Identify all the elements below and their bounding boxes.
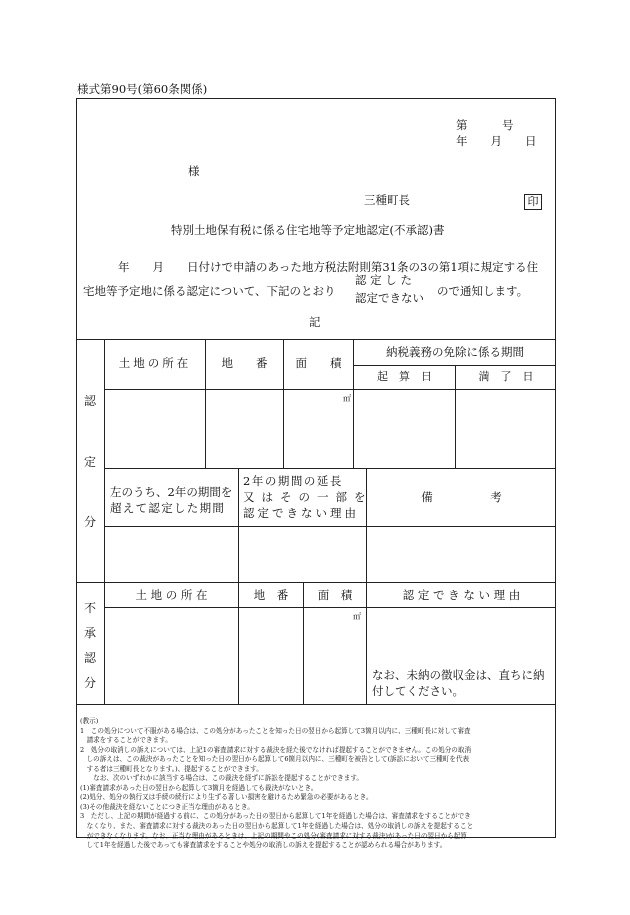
- rejected-side-label-3: 認: [84, 651, 97, 665]
- rejected-col-location: 土 地 の 所 在: [135, 588, 208, 602]
- approved-side-label-2: 定: [84, 455, 97, 469]
- body-line-2-pre: 宅地等予定地に係る認定について、下記のとおり: [83, 284, 336, 298]
- document-title: 特別土地保有税に係る住宅地等予定地認定(不承認)書: [171, 223, 445, 237]
- instruction-line: (2)処分、処分の執行又は手続の続行により生ずる著しい損害を避けるため緊急の必要があるとき。: [80, 793, 373, 802]
- line-section-divider: [76, 582, 556, 583]
- body-line-2-post: ので通知します。: [437, 284, 529, 298]
- col-header-area: 面 積: [295, 356, 342, 370]
- line-side-col: [104, 339, 105, 704]
- sub-header-reason-line-2: 又はその一部を: [243, 490, 373, 504]
- col-header-start: 起 算 日: [377, 370, 432, 383]
- rejected-col-reason: 認 定 で き な い 理 由: [402, 588, 521, 602]
- col-header-exempt-period: 納税義務の免除に係る期間: [386, 345, 524, 359]
- sub-header-partial-line-2: 超えて認定した期間: [110, 501, 226, 515]
- instruction-line: 請求をすることができます。: [80, 736, 172, 745]
- instruction-line: ができなくなります。なお、正当な理由があるときは、上記の期間やこの処分(審査請求に対する裁決)があった日の翌日から起算: [80, 831, 467, 840]
- line-approved-sub-header-bottom: [104, 526, 556, 527]
- approved-area-unit: ㎡: [343, 394, 351, 403]
- rejected-side-label-2: 承: [84, 626, 97, 640]
- instruction-line: (3)その他裁決を経ないことにつき正当な理由があるとき。: [80, 802, 254, 811]
- choice-approved: 認 定 し た: [355, 273, 412, 287]
- sub-header-reason-line-3: 認定できない理由: [243, 506, 359, 520]
- form-id: 様式第90号(第60条関係): [77, 82, 208, 96]
- unpaid-note-line-2: 付してください。: [372, 684, 464, 698]
- instruction-line: して1年を経過した後であっても審査請求をすることや処分の取消しの訴えを提起することが認められる場合があります。: [80, 841, 447, 850]
- seal-stamp: 印: [524, 194, 542, 210]
- number-line: 第 号: [456, 118, 514, 132]
- line-approved-sub-col-1: [238, 468, 239, 582]
- rejected-col-area: 面 積: [317, 588, 353, 602]
- col-header-lot: 地 番: [221, 356, 268, 370]
- instruction-line: 2 処分の取消しの訴えについては、上記1の審査請求に対する裁決を経た後でなければ提起することができません。この処分の取消: [80, 745, 472, 754]
- instruction-line: なお、次のいずれかに該当する場合は、この裁決を経ずに訴訟を提起することができます。: [80, 774, 364, 783]
- ki-label: 記: [309, 315, 321, 329]
- addressee-suffix: 様: [188, 164, 200, 178]
- unpaid-note-line-1: なお、未納の徴収金は、直ちに納: [372, 668, 545, 682]
- line-table-top: [76, 339, 556, 340]
- line-approved-header-bottom: [104, 389, 556, 390]
- instruction-line: しの訴えは、この裁決があったことを知った日の翌日から起算して6箇月以内に、三種町を被告として(訴訟において三種町を代表: [80, 755, 470, 764]
- instruction-line: なくなり、また、審査請求に対する裁決のあった日の翌日から起算して1年を経過した場合は、処分の取消しの訴えを提起すること: [80, 822, 474, 831]
- sub-header-partial-line-1: 左のうち、2年の期間を: [110, 485, 233, 499]
- line-approved-sub-col-2: [366, 468, 367, 582]
- instruction-line: 1 この処分について不服がある場合は、この処分があったことを知った日の翌日から起算して3箇月以内に、三種町長に対して審査: [80, 726, 471, 735]
- choice-rejected: 認定できない: [355, 291, 424, 305]
- rejected-side-label-1: 不: [84, 601, 97, 615]
- col-header-end: 満 了 日: [478, 370, 534, 383]
- approved-side-label-1: 認: [84, 394, 97, 408]
- line-rejected-header-bottom: [104, 607, 556, 608]
- instructions-heading: (教示): [80, 717, 99, 725]
- instruction-line: する者は三種町長となります。)、提起することができます。: [80, 764, 263, 773]
- instruction-line: (1)審査請求があった日の翌日から起算して3箇月を経過しても裁決がないとき。: [80, 783, 318, 792]
- line-approved-data-bottom: [104, 468, 556, 469]
- approved-side-label-3: 分: [84, 515, 97, 529]
- sub-header-remarks: 備 考: [421, 490, 502, 504]
- rejected-col-lot: 地 番: [253, 588, 289, 602]
- issuer: 三種町長: [364, 193, 410, 207]
- rejected-side-label-4: 分: [84, 676, 97, 690]
- rejected-area-unit: ㎡: [353, 612, 361, 621]
- line-notes-top: [76, 704, 556, 705]
- instructions: [80, 717, 556, 851]
- body-line-1: 年 月 日付けで申請のあった地方税法附則第31条の3の第1項に規定する住: [118, 260, 539, 274]
- sub-header-reason-line-1: 2年の期間の延長: [243, 474, 343, 488]
- instruction-line: 3 ただし、上記の期間が経過する前に、この処分があった日の翌日から起算して1年を経過した場合は、審査請求をすることができ: [80, 812, 471, 821]
- date-line: 年 月 日: [456, 134, 537, 148]
- col-header-location: 土地の所在: [118, 356, 192, 370]
